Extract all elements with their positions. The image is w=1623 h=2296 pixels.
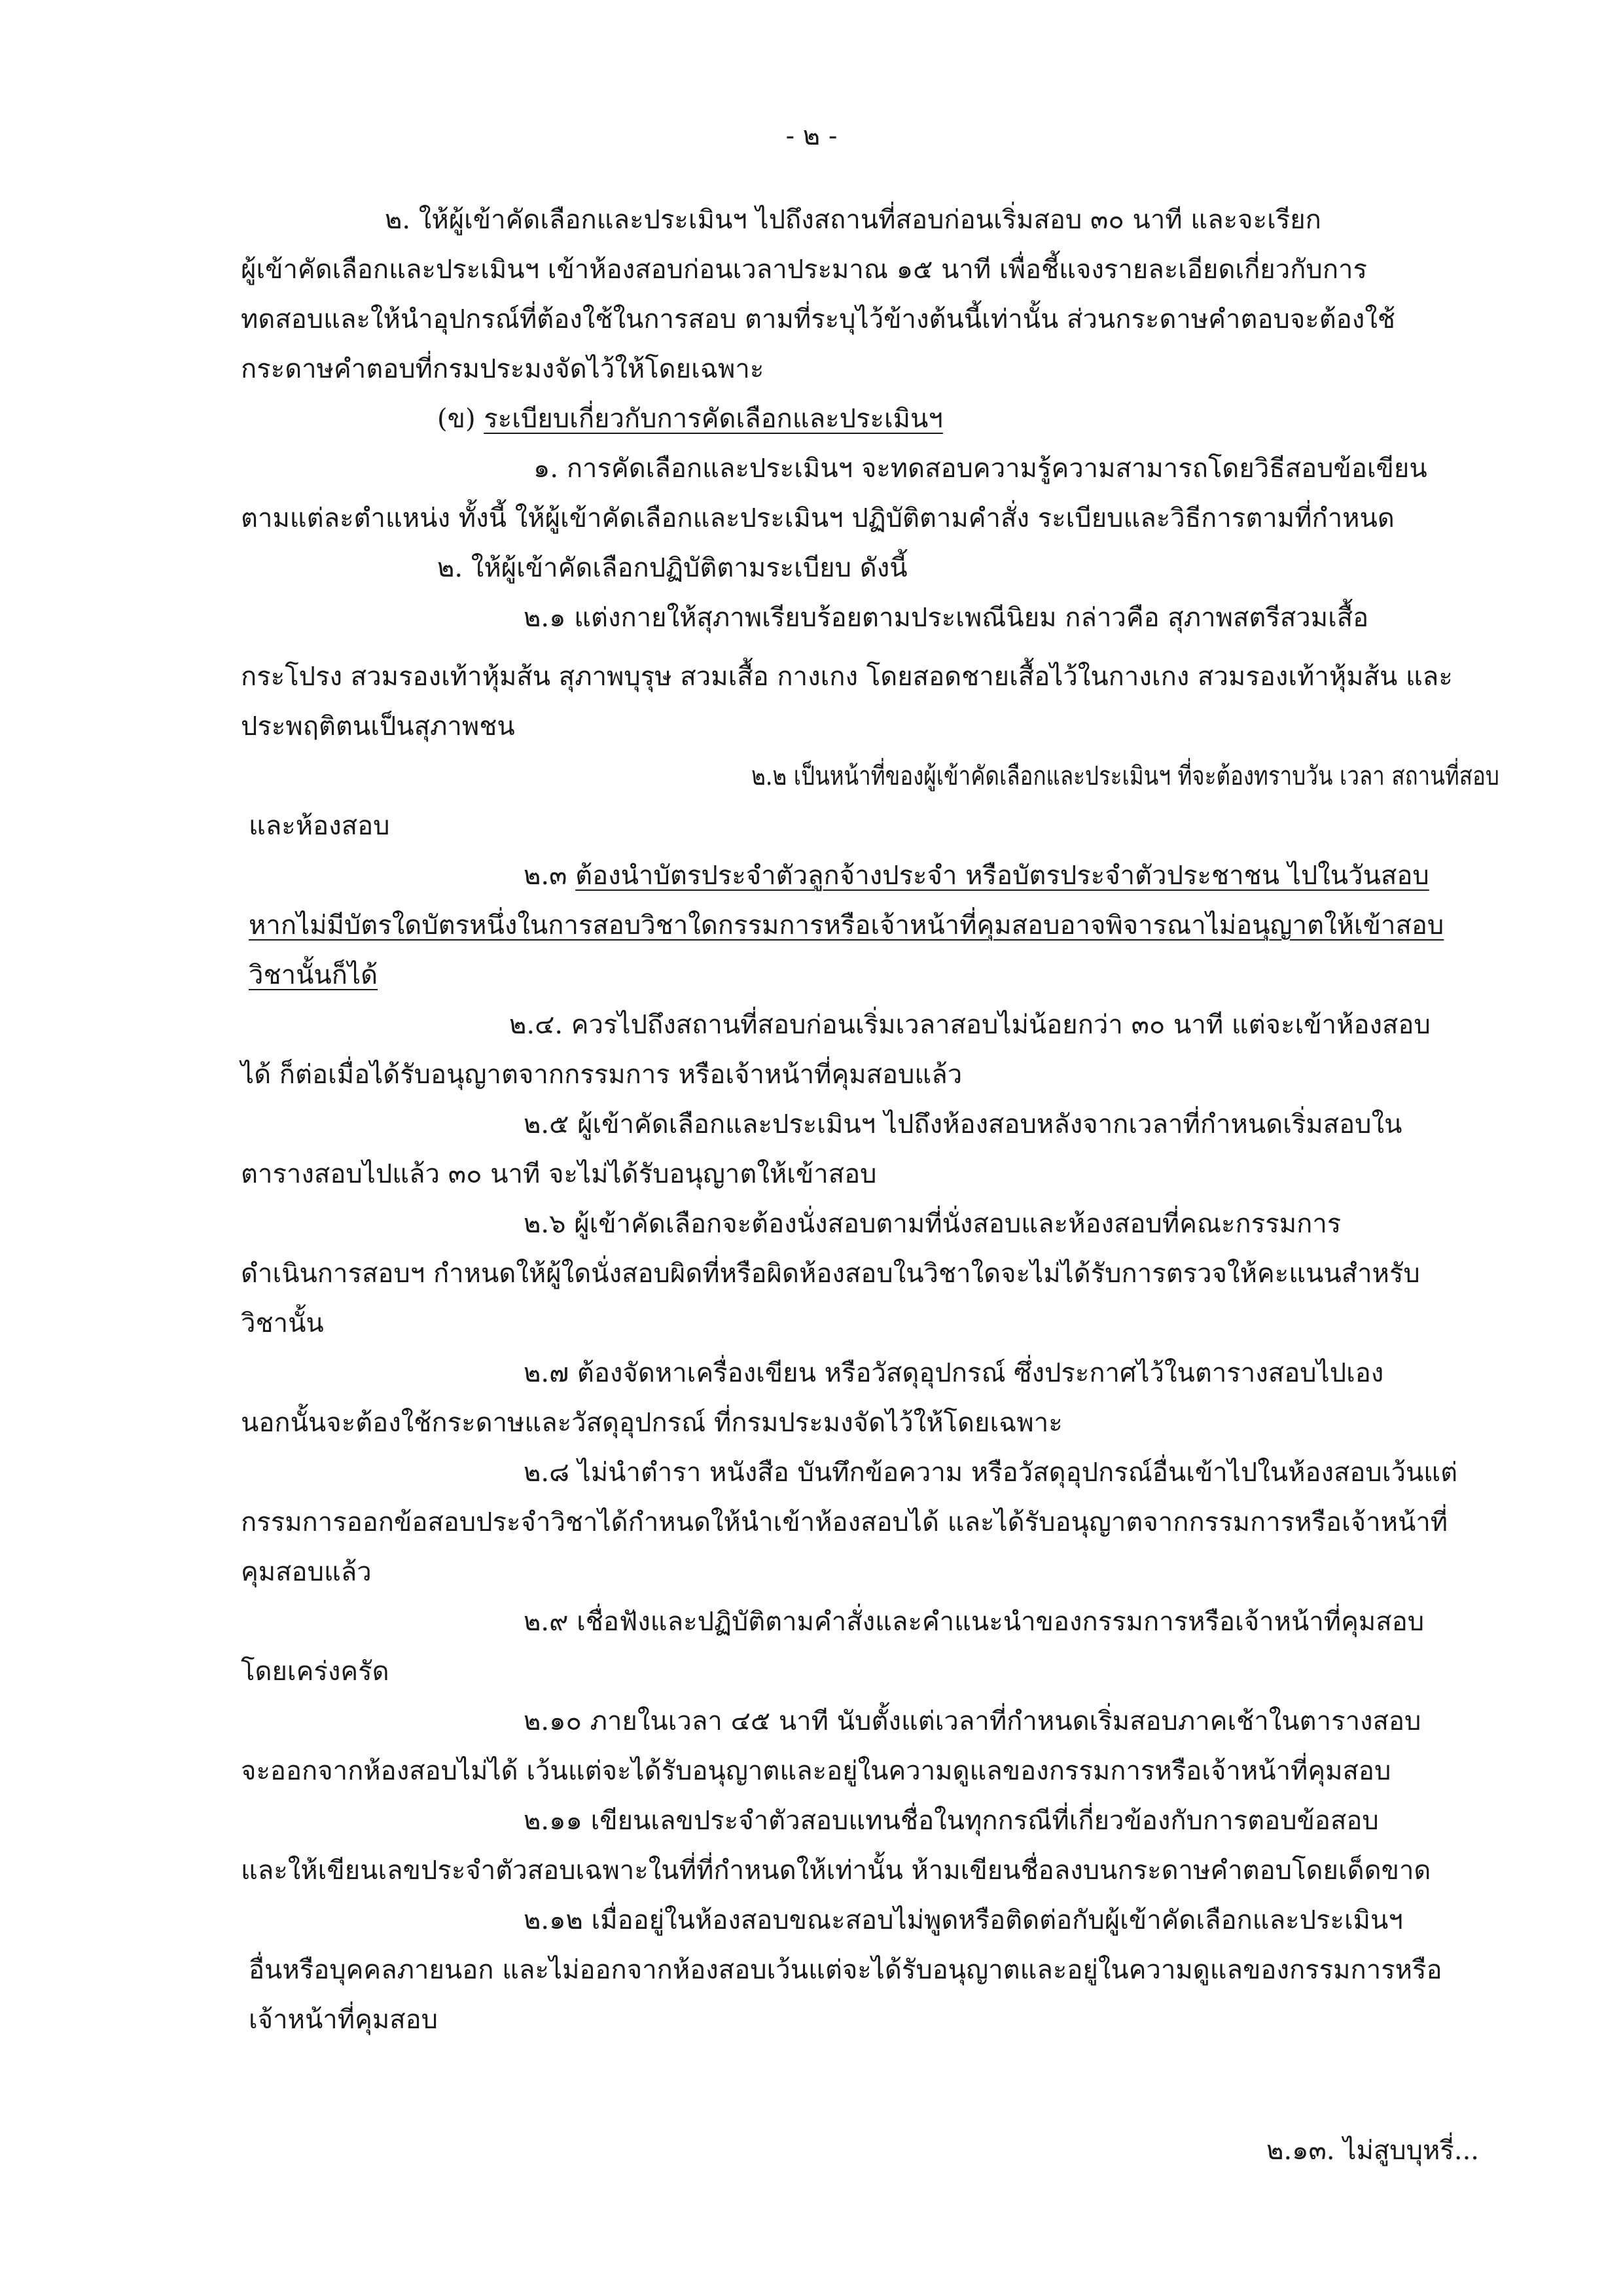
paragraph-line: กระโปรง สวมรองเท้าหุ้มส้น สุภาพบุรุษ สวมเสื้อ กางเกง โดยสอดชายเสื้อไว้ในกางเกง สวมรองเท้าหุ้มส้น และ bbox=[241, 662, 1453, 692]
section-heading bbox=[437, 401, 943, 437]
paragraph-line: อื่นหรือบุคคลภายนอก และไม่ออกจากห้องสอบเว้นแต่จะได้รับอนุญาตและอยู่ในความดูแลของกรรมการหรือ bbox=[249, 1955, 1442, 1985]
underlined-line: วิชานั้นก็ได้ bbox=[249, 960, 378, 990]
page-number: - ๒ - bbox=[785, 121, 838, 151]
paragraph-line: และให้เขียนเลขประจำตัวสอบเฉพาะในที่ที่กำหนดให้เท่านั้น ห้ามเขียนชื่อลงบนกระดาษคำตอบโดยเด็ดขาด bbox=[241, 1856, 1431, 1886]
paragraph-line: ๒. ให้ผู้เข้าคัดเลือกปฏิบัติตามระเบียบ ดังนี้ bbox=[437, 553, 908, 583]
paragraph-line: โดยเคร่งครัด bbox=[241, 1657, 389, 1687]
paragraph-line: ๒.๕ ผู้เข้าคัดเลือกและประเมินฯ ไปถึงห้องสอบหลังจากเวลาที่กำหนดเริ่มสอบใน bbox=[524, 1109, 1402, 1139]
paragraph-line: วิชานั้น bbox=[241, 1308, 324, 1338]
paragraph-line: ๒.๑๒ เมื่ออยู่ในห้องสอบขณะสอบไม่พูดหรือติดต่อกับผู้เข้าคัดเลือกและประเมินฯ bbox=[524, 1905, 1403, 1935]
paragraph-line: ๒.๗ ต้องจัดหาเครื่องเขียน หรือวัสดุอุปกรณ์ ซึ่งประกาศไว้ในตารางสอบไปเอง bbox=[524, 1358, 1384, 1388]
paragraph-line: ทดสอบและให้นำอุปกรณ์ที่ต้องใช้ในการสอบ ตามที่ระบุไว้ข้างต้นนี้เท่านั้น ส่วนกระดาษคำตอบจะต้องใช้ bbox=[241, 304, 1396, 334]
paragraph-line: กรรมการออกข้อสอบประจำวิชาได้กำหนดให้นำเข้าห้องสอบได้ และได้รับอนุญาตจากกรรมการหรือเจ้าหน้าที่ bbox=[241, 1507, 1448, 1537]
underlined-text: ต้องนำบัตรประจำตัวลูกจ้างประจำ หรือบัตรประจำตัวประชาชน ไปในวันสอบ bbox=[575, 861, 1429, 891]
paragraph-line: ๒.๖ ผู้เข้าคัดเลือกจะต้องนั่งสอบตามที่นั่งสอบและห้องสอบที่คณะกรรมการ bbox=[524, 1209, 1342, 1239]
paragraph-line: คุมสอบแล้ว bbox=[241, 1557, 372, 1587]
paragraph-line: นอกนั้นจะต้องใช้กระดาษและวัสดุอุปกรณ์ ที่กรมประมงจัดไว้ให้โดยเฉพาะ bbox=[241, 1408, 1063, 1438]
paragraph-line: ๒.๘ ไม่นำตำรา หนังสือ บันทึกข้อความ หรือวัสดุอุปกรณ์อื่นเข้าไปในห้องสอบเว้นแต่ bbox=[524, 1458, 1458, 1488]
section-heading-title: ระเบียบเกี่ยวกับการคัดเลือกและประเมินฯ bbox=[484, 404, 943, 434]
paragraph-line: ๒.๙ เชื่อฟังและปฏิบัติตามคำสั่งและคำแนะนำของกรรมการหรือเจ้าหน้าที่คุมสอบ bbox=[524, 1607, 1425, 1637]
paragraph-line: และห้องสอบ bbox=[249, 811, 390, 841]
paragraph-line: ประพฤติตนเป็นสุภาพชน bbox=[241, 711, 515, 742]
paragraph-line: ผู้เข้าคัดเลือกและประเมินฯ เข้าห้องสอบก่อนเวลาประมาณ ๑๕ นาที เพื่อชี้แจงรายละเอียดเกี่ยวกับการ bbox=[241, 255, 1367, 285]
paragraph-line: ดำเนินการสอบฯ กำหนดให้ผู้ใดนั่งสอบผิดที่หรือผิดห้องสอบในวิชาใดจะไม่ได้รับการตรวจให้คะแนนสำหรับ bbox=[241, 1259, 1420, 1289]
continuation-marker: ๒.๑๓. ไม่สูบบุหรี่... bbox=[1266, 2136, 1479, 2166]
paragraph-line: ๒.๑ แต่งกายให้สุภาพเรียบร้อยตามประเพณีนิยม กล่าวคือ สุภาพสตรีสวมเสื้อ bbox=[524, 603, 1369, 633]
paragraph-line bbox=[524, 857, 1429, 894]
paragraph-line: เจ้าหน้าที่คุมสอบ bbox=[249, 2005, 438, 2035]
paragraph-line: ๒.๔. ควรไปถึงสถานที่สอบก่อนเริ่มเวลาสอบไม่น้อยกว่า ๓๐ นาที แต่จะเข้าห้องสอบ bbox=[509, 1010, 1431, 1040]
paragraph-line: กระดาษคำตอบที่กรมประมงจัดไว้ให้โดยเฉพาะ bbox=[241, 354, 764, 384]
paragraph-line: ๒. ให้ผู้เข้าคัดเลือกและประเมินฯ ไปถึงสถานที่สอบก่อนเริ่มสอบ ๓๐ นาที และจะเรียก bbox=[385, 205, 1321, 235]
paragraph-line: ตามแต่ละตำแหน่ง ทั้งนี้ ให้ผู้เข้าคัดเลือกและประเมินฯ ปฏิบัติตามคำสั่ง ระเบียบและวิธีการตามที่กำหนด bbox=[241, 503, 1395, 533]
paragraph-line: ๒.๑๑ เขียนเลขประจำตัวสอบแทนชื่อในทุกกรณีที่เกี่ยวข้องกับการตอบข้อสอบ bbox=[524, 1806, 1379, 1836]
paragraph-line: ได้ ก็ต่อเมื่อได้รับอนุญาตจากกรรมการ หรือเจ้าหน้าที่คุมสอบแล้ว bbox=[241, 1060, 963, 1090]
paragraph-line: ๒.๑๐ ภายในเวลา ๔๕ นาที นับตั้งแต่เวลาที่กำหนดเริ่มสอบภาคเช้าในตารางสอบ bbox=[524, 1706, 1421, 1736]
paragraph-line: ตารางสอบไปแล้ว ๓๐ นาที จะไม่ได้รับอนุญาตให้เข้าสอบ bbox=[241, 1159, 877, 1189]
paragraph-line: จะออกจากห้องสอบไม่ได้ เว้นแต่จะได้รับอนุญาตและอยู่ในความดูแลของกรรมการหรือเจ้าหน้าที่คุมสอบ bbox=[241, 1756, 1391, 1786]
paragraph-line: ๑. การคัดเลือกและประเมินฯ จะทดสอบความรู้ความสามารถโดยวิธีสอบข้อเขียน bbox=[533, 454, 1427, 484]
paragraph-line: ๒.๒ เป็นหน้าที่ของผู้เข้าคัดเลือกและประเมินฯ ที่จะต้องทราบวัน เวลา สถานที่สอบ bbox=[751, 761, 1499, 791]
item-number: ๒.๓ bbox=[524, 861, 576, 891]
underlined-line: หากไม่มีบัตรใดบัตรหนึ่งในการสอบวิชาใดกรรมการหรือเจ้าหน้าที่คุมสอบอาจพิจารณาไม่อนุญาตให้เข้าสอบ bbox=[249, 910, 1444, 941]
section-heading-prefix: (ข) bbox=[437, 404, 484, 434]
